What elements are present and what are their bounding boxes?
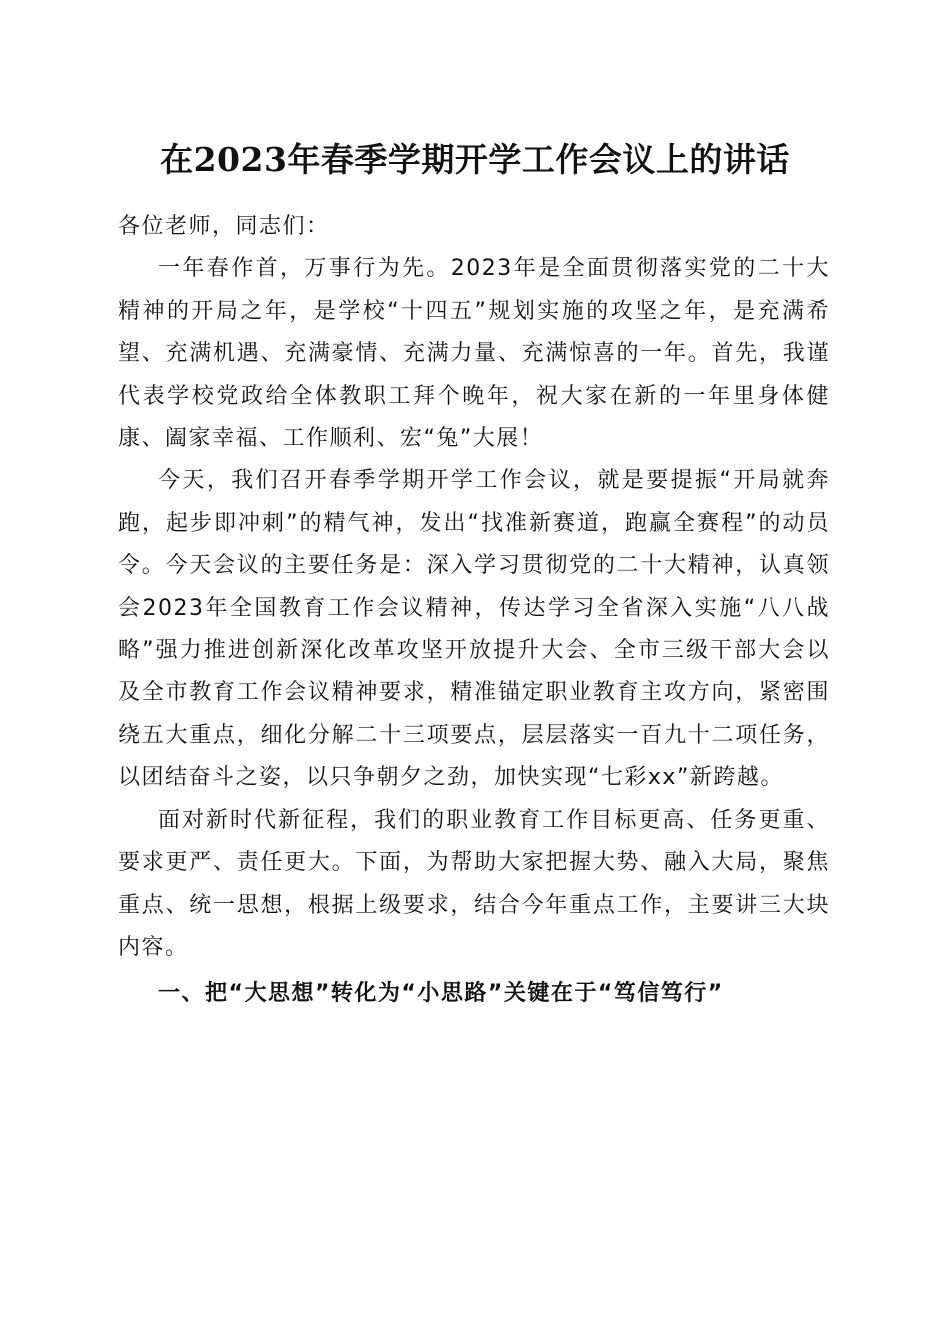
document-title: 在2023年春季学期开学工作会议上的讲话: [160, 140, 790, 179]
section-heading-one: 一、把“大思想”转化为“小思路”关键在于“笃信笃行”: [158, 981, 724, 1007]
paragraph-meeting-purpose: 今天，我们召开春季学期开学工作会议，就是要提振“开局就奔跑，起步即冲刺”的精气神，发出“找准新赛道，跑赢全赛程”的动员令。今天会议的主要任务是：深入学习贯彻党的二十大精神，认真领会2023年全国教育工作会议精神，传达学习全省深入实施“八八战略”强力推进创新深化改革攻坚开放提升大会、全市三级干部大会以及全市教育工作会议精神要求，精准锚定职业教育主攻方向，紧密围绕五大重点，细化分解二十三项要点，层层落实一百九十二项任务，以团结奋斗之姿，以只争朝夕之劲，加快实现“七彩xx”新跨越。: [118, 468, 830, 791]
salutation: 各位老师，同志们：: [118, 214, 330, 239]
paragraph-new-era: 面对新时代新征程，我们的职业教育工作目标更高、任务更重、要求更严、责任更大。下面，为帮助大家把握大势、融入大局，聚焦重点、统一思想，根据上级要求，结合今年重点工作，主要讲三大块内容。: [118, 807, 830, 960]
paragraph-opening: 一年春作首，万事行为先。2023年是全面贯彻落实党的二十大精神的开局之年，是学校“十四五”规划实施的攻坚之年，是充满希望、充满机遇、充满豪情、充满力量、充满惊喜的一年。首先，我谨代表学校党政给全体教职工拜个晚年，祝大家在新的一年里身体健康、阖家幸福、工作顺利、宏“兔”大展！: [118, 256, 830, 452]
document-body: [118, 206, 830, 1016]
